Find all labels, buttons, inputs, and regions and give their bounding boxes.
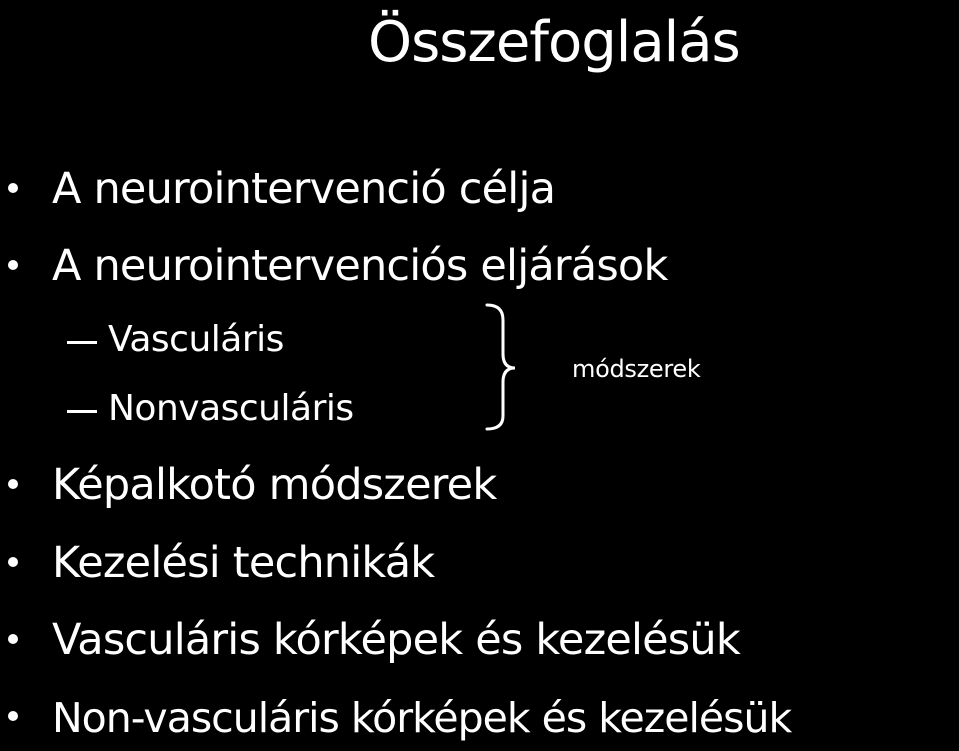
sub-bullet-text: Vasculáris <box>108 319 284 360</box>
brace-label: módszerek <box>572 355 701 383</box>
dash-icon <box>67 410 97 413</box>
right-curly-brace-icon <box>485 302 545 432</box>
bullet-text: Képalkotó módszerek <box>52 460 497 510</box>
slide-title: Összefoglalás <box>368 10 740 75</box>
sub-bullet-text: Nonvasculáris <box>108 388 354 429</box>
bullet-dot-icon <box>8 557 18 567</box>
bullet-dot-icon <box>8 634 18 644</box>
bullet-text: Non-vasculáris kórképek és kezelésük <box>52 694 792 742</box>
bullet-text: Kezelési technikák <box>52 538 435 588</box>
bullet-dot-icon <box>8 479 18 489</box>
bullet-dot-icon <box>8 711 18 721</box>
bullet-text: A neurointervenció célja <box>52 164 556 214</box>
dash-icon <box>67 341 97 344</box>
bullet-dot-icon <box>8 260 18 270</box>
bullet-dot-icon <box>8 183 18 193</box>
bullet-text: A neurointervenciós eljárások <box>52 241 668 291</box>
bullet-text: Vasculáris kórképek és kezelésük <box>52 615 740 665</box>
